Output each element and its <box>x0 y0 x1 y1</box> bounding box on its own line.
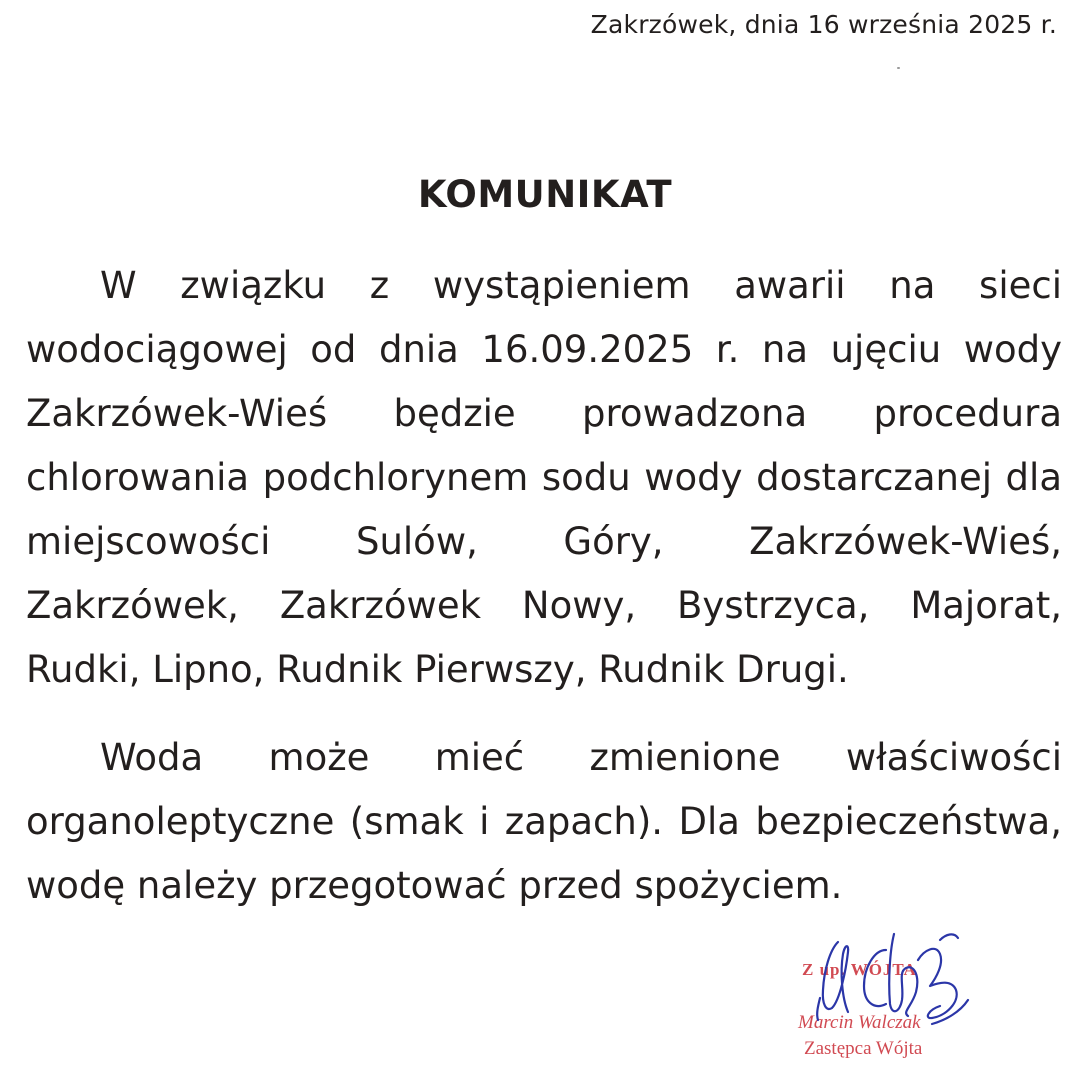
signature-stroke <box>940 934 958 940</box>
stamp-role: Zastępca Wójta <box>804 1038 923 1059</box>
date-line: Zakrzówek, dnia 16 września 2025 r. <box>590 10 1057 39</box>
stamp-title: Z up. WÓJTA <box>802 960 917 979</box>
signature-stroke <box>864 950 886 1006</box>
official-stamp <box>790 920 990 1070</box>
document-title: KOMUNIKAT <box>417 173 673 216</box>
signature-stroke <box>932 1000 968 1024</box>
signature-stroke <box>889 934 917 1016</box>
signature-stroke <box>817 998 820 1020</box>
stamp-name: Marcin Walczak <box>798 1012 921 1033</box>
signature-stroke <box>823 942 848 1012</box>
paragraph-notice: W związku z wystąpieniem awarii na sieci wodociągowej od dnia 16.09.2025 r. na ujęciu wody Zakrzówek-Wieś będzie prowadzona procedura chlorowania podchlorynem sodu wody dostarczanej dla miejscowości Sulów, Góry, Zakrzówek-Wieś, Zakrzówek, Zakrzówek Nowy, Bystrzyca, Majorat, Rudki, Lipno, Rudnik Pierwszy, Rudnik Drugi. <box>26 264 1062 691</box>
paragraph-advice: Woda może mieć zmienione właściwości organoleptyczne (smak i zapach). Dla bezpieczeństwa, wodę należy przegotować przed spożyciem. <box>26 736 1062 907</box>
signature-icon <box>790 920 990 1050</box>
scan-speck <box>897 67 900 69</box>
signature-stroke <box>918 949 957 1018</box>
